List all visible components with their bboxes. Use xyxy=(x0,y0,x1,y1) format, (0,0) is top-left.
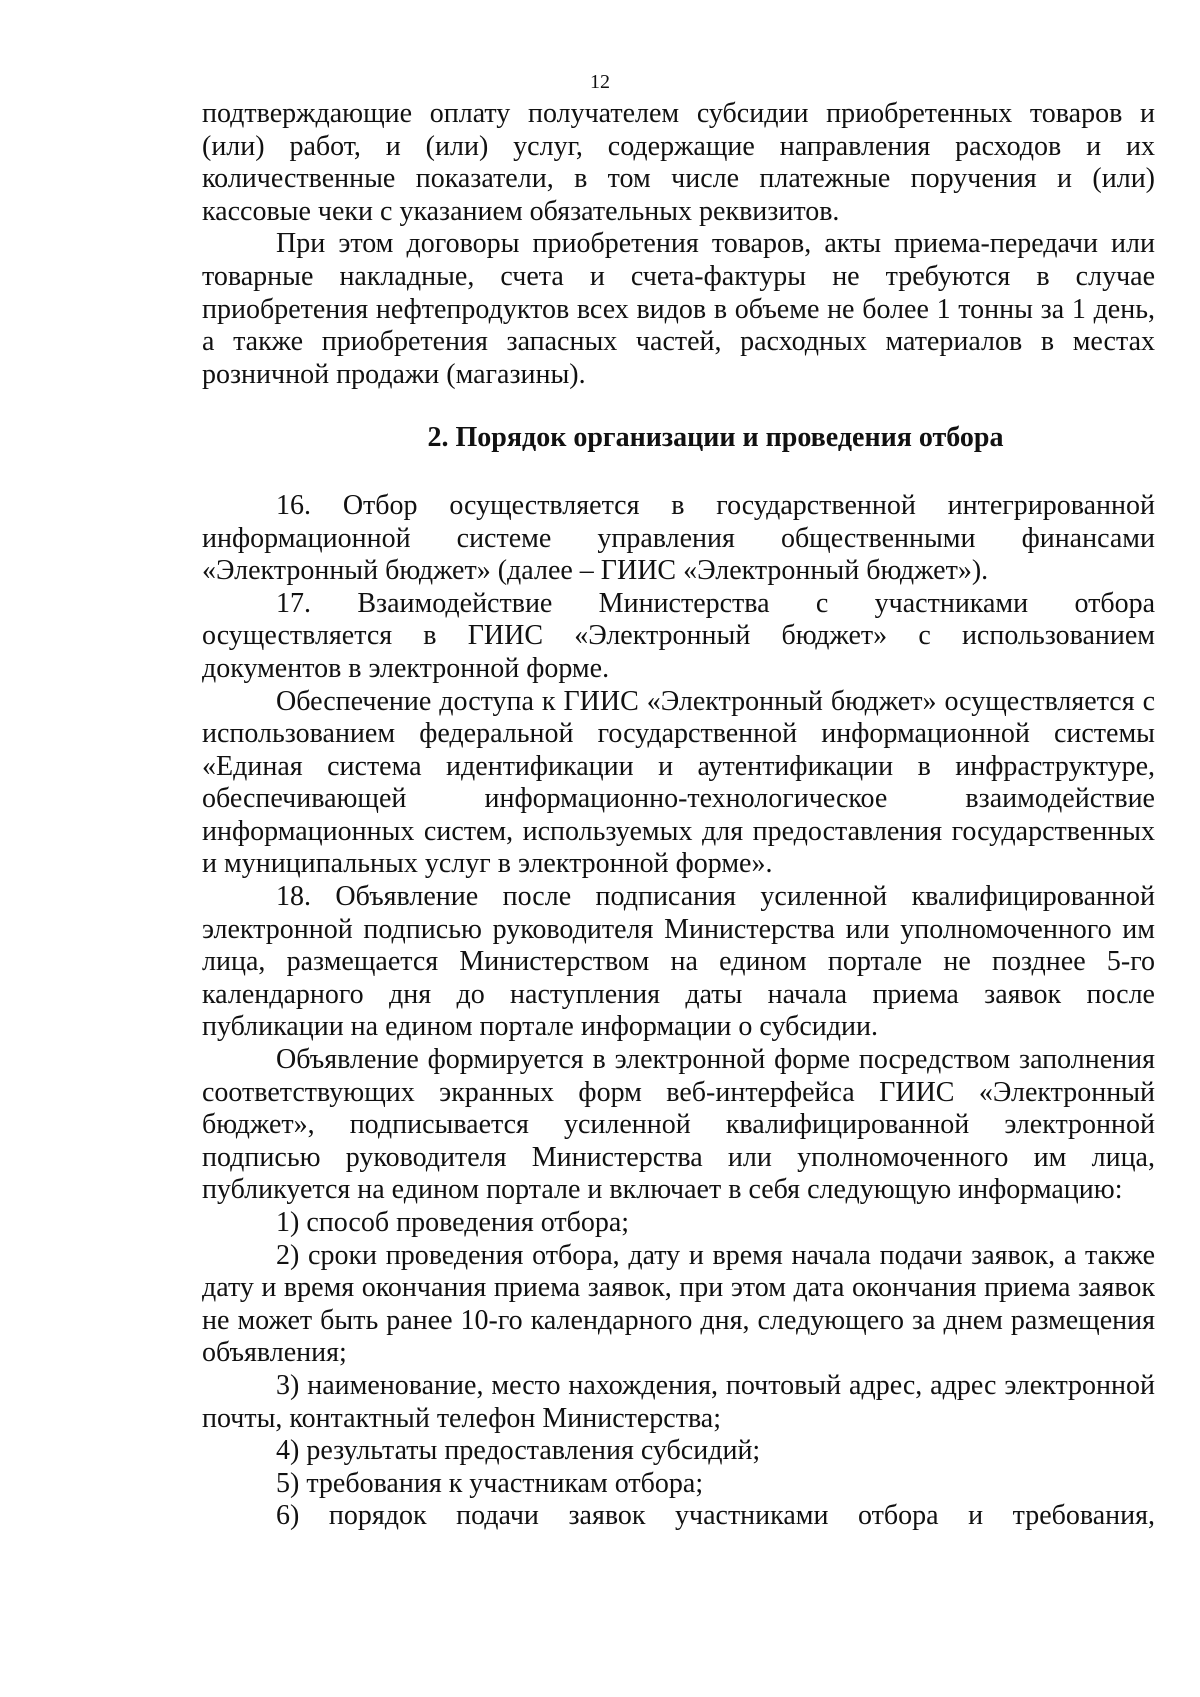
paragraph: При этом договоры приобретения товаров, акты приема-передачи или товарные накладные, счета и счета-фактуры не требуются в случае приобретения нефтепродуктов всех видов в объеме не более 1 тонны за 1 день, а также приобретения запасных частей, расходных материалов в местах розничной продажи (магазины). xyxy=(202,228,1155,390)
paragraph-item-16: 16. Отбор осуществляется в государственной интегрированной информационной системе управления общественными финансами «Электронный бюджет» (далее – ГИИС «Электронный бюджет»). xyxy=(202,489,1155,587)
document-body xyxy=(202,98,1155,1533)
list-item: 6) порядок подачи заявок участниками отбора и требования, xyxy=(276,1500,1155,1532)
spacer xyxy=(202,391,1155,422)
paragraph: Обеспечение доступа к ГИИС «Электронный бюджет» осуществляется с использованием федеральной государственной информационной системы «Единая система идентификации и аутентификации в инфраструктуре, обеспечивающей информационно-технологическое взаимодействие информационных систем, используемых для предоставления государственных и муниципальных услуг в электронной форме». xyxy=(202,685,1155,880)
paragraph-continuation: подтверждающие оплату получателем субсидии приобретенных товаров и (или) работ, и (или) услуг, содержащие направления расходов и их количественные показатели, в том числе платежные поручения и (или) кассовые чеки с указанием обязательных реквизитов. xyxy=(202,98,1155,227)
list-item: 4) результаты предоставления субсидий; xyxy=(276,1435,761,1467)
page-number: 12 xyxy=(590,71,610,93)
spacer xyxy=(202,455,1155,490)
list-item: 2) сроки проведения отбора, дату и время начала подачи заявок, а также дату и время окончания приема заявок, при этом дата окончания приема заявок не может быть ранее 10-го календарного дня, следующего за днем размещения объявления; xyxy=(202,1239,1155,1369)
section-heading: 2. Порядок организации и проведения отбора xyxy=(427,422,1004,454)
paragraph-item-18: 18. Объявление после подписания усиленной квалифицированной электронной подписью руководителя Министерства или уполномоченного им лица, размещается Министерством на едином портале не позднее 5-го календарного дня до наступления даты начала приема заявок после публикации на едином портале информации о субсидии. xyxy=(202,881,1155,1043)
list-item: 5) требования к участникам отбора; xyxy=(276,1467,704,1499)
paragraph-item-17: 17. Взаимодействие Министерства с участниками отбора осуществляется в ГИИС «Электронный бюджет» с использованием документов в электронной форме. xyxy=(202,587,1155,684)
paragraph: Объявление формируется в электронной форме посредством заполнения соответствующих экранных форм веб-интерфейса ГИИС «Электронный бюджет», подписывается усиленной квалифицированной электронной подписью руководителя Министерства или уполномоченного им лица, публикуется на едином портале и включает в себя следующую информацию: xyxy=(202,1044,1155,1206)
list-item: 1) способ проведения отбора; xyxy=(276,1207,630,1238)
list-item: 3) наименование, место нахождения, почтовый адрес, адрес электронной почты, контактный телефон Министерства; xyxy=(202,1369,1155,1434)
